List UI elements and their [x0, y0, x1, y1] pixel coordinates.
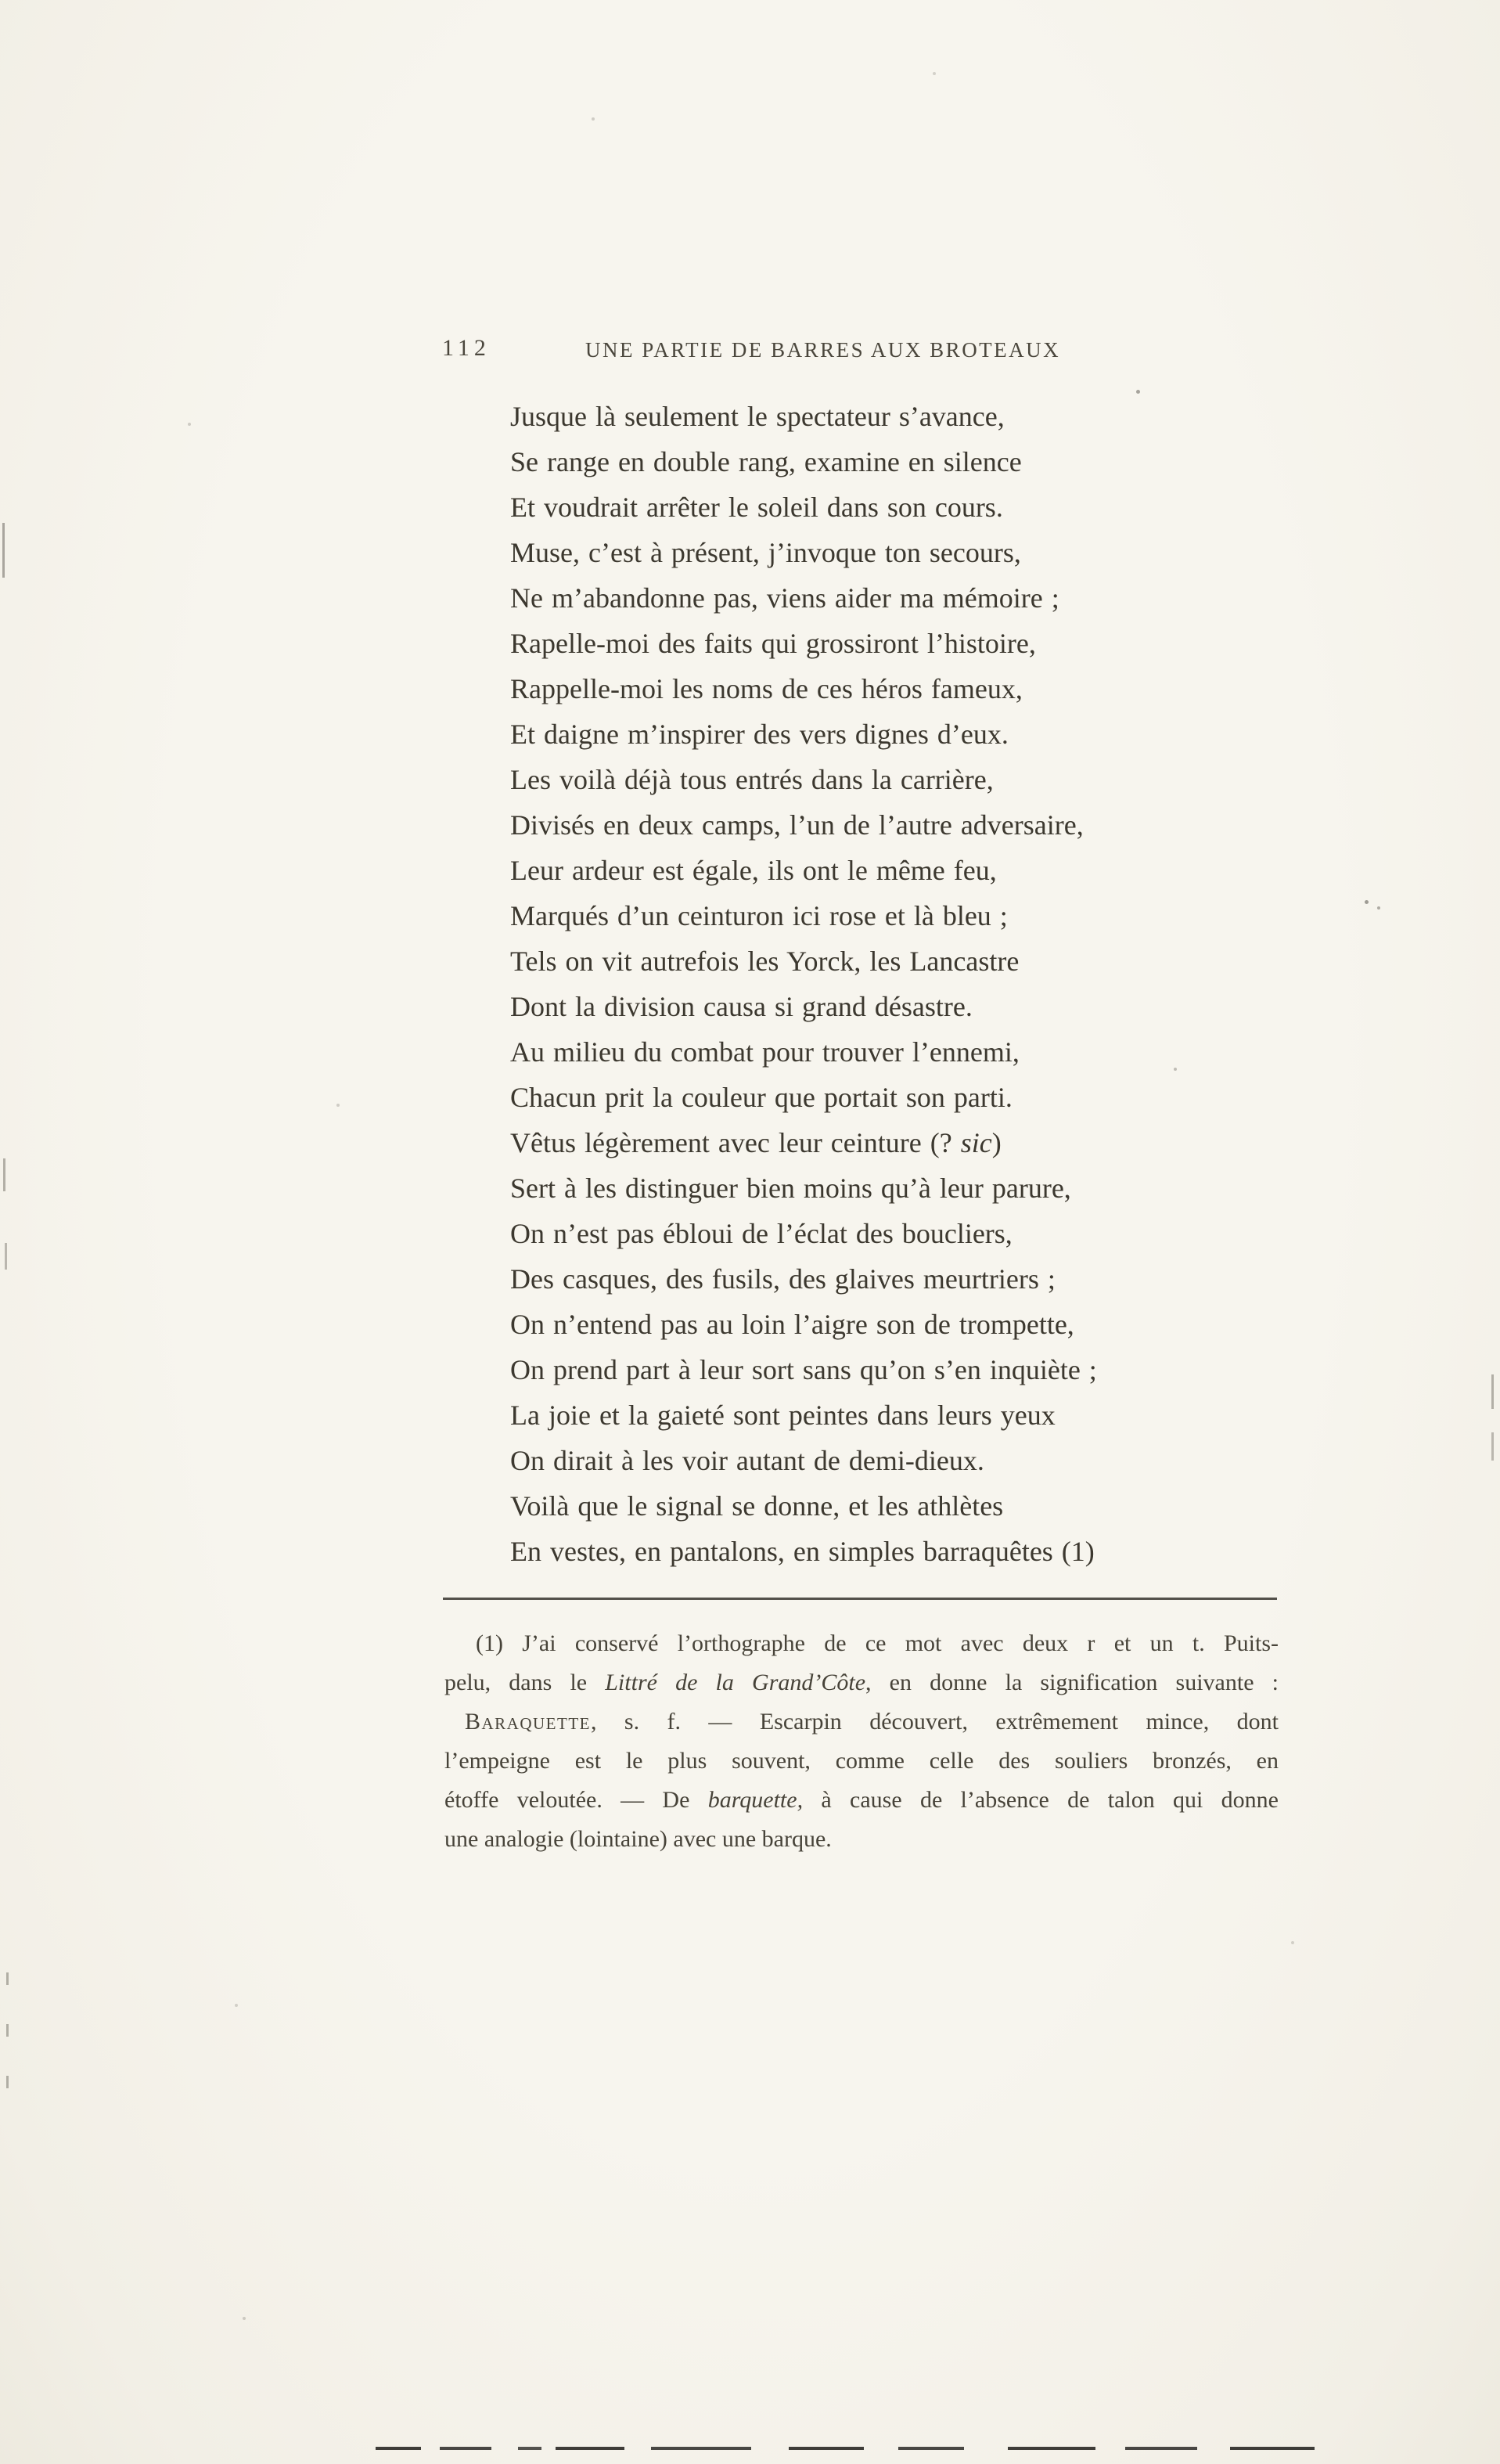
poem-line: Les voilà déjà tous entrés dans la carrière, [510, 764, 994, 795]
scan-speck [933, 72, 936, 75]
poem-line: Sert à les distinguer bien moins qu’à leur parure, [510, 1173, 1071, 1204]
poem-line: Chacun prit la couleur que portait son parti. [510, 1082, 1013, 1113]
scan-artifact [440, 2447, 491, 2450]
poem-line: Et daigne m’inspirer des vers dignes d’eux. [510, 719, 1009, 750]
footnote-separator [443, 1598, 1277, 1600]
poem-line [510, 1120, 1097, 1165]
poem-line: Au milieu du combat pour trouver l’ennemi, [510, 1036, 1020, 1068]
scan-artifact [2, 523, 5, 578]
smallcaps-segment: Baraquette [465, 1709, 591, 1735]
footnote-line [444, 1781, 1279, 1820]
poem-line: On n’est pas ébloui de l’éclat des boucliers, [510, 1218, 1013, 1249]
scan-artifact [556, 2447, 624, 2450]
footnote-segment: , s. f. — Escarpin découvert, extrêmement mince, dont [591, 1709, 1279, 1735]
scan-speck [1291, 1941, 1294, 1944]
footnote-segment: pelu, dans le [444, 1670, 606, 1695]
scan-speck [243, 2317, 246, 2320]
scan-artifact [789, 2447, 864, 2450]
scan-speck [336, 1104, 340, 1107]
poem-line: Et voudrait arrêter le soleil dans son cours. [510, 492, 1003, 523]
italic-segment: Littré de la Grand’Côte [605, 1670, 866, 1695]
poem-line: On prend part à leur sort sans qu’on s’en inquiète ; [510, 1354, 1097, 1385]
scan-artifact [6, 2024, 9, 2037]
page-number: 112 [442, 335, 491, 361]
scan-speck [592, 117, 595, 121]
poem-line: Muse, c’est à présent, j’invoque ton secours, [510, 537, 1021, 568]
footnote [444, 1624, 1279, 1859]
poem-line: Dont la division causa si grand désastre. [510, 991, 973, 1022]
poem-line: Leur ardeur est égale, ils ont le même feu, [510, 855, 997, 886]
footnote-segment: étoffe veloutée. — De [444, 1787, 708, 1813]
scan-speck [1365, 900, 1369, 904]
poem-line: On n’entend pas au loin l’aigre son de trompette, [510, 1309, 1074, 1340]
poem-line: Voilà que le signal se donne, et les athlètes [510, 1490, 1004, 1522]
poem-line: En vestes, en pantalons, en simples barraquêtes (1) [510, 1536, 1095, 1567]
footnote-line [444, 1663, 1279, 1702]
scan-artifact [376, 2447, 421, 2450]
poem-line: Des casques, des fusils, des glaives meurtriers ; [510, 1263, 1056, 1295]
scan-speck [188, 423, 191, 426]
scan-artifact [1491, 1432, 1494, 1461]
footnote-line [444, 1702, 1279, 1742]
scan-artifact [6, 2076, 9, 2088]
poem-line: La joie et la gaieté sont peintes dans leurs yeux [510, 1400, 1056, 1431]
poem-line: Rapelle-moi des faits qui grossiront l’histoire, [510, 628, 1036, 659]
poem-line: Divisés en deux camps, l’un de l’autre adversaire, [510, 809, 1084, 841]
scan-artifact [3, 1158, 5, 1191]
poem-line: Tels on vit autrefois les Yorck, les Lancastre [510, 946, 1020, 977]
poem-line: Marqués d’un ceinturon ici rose et là bleu ; [510, 900, 1008, 931]
running-header-title: UNE PARTIE DE BARRES AUX BROTEAUX [585, 338, 1061, 362]
italic-segment: sic [960, 1127, 992, 1158]
scan-artifact [1008, 2447, 1095, 2450]
footnote-segment: à cause de l’absence de talon qui donne [803, 1787, 1279, 1813]
scan-artifact [5, 1243, 7, 1270]
scan-artifact [1491, 1374, 1494, 1409]
poem-line: Ne m’abandonne pas, viens aider ma mémoire ; [510, 582, 1059, 614]
poem-line-segment: ) [991, 1127, 1002, 1158]
poem [510, 394, 1097, 1574]
scan-artifact [651, 2447, 751, 2450]
scan-artifact [898, 2447, 964, 2450]
scan-speck [1174, 1068, 1177, 1071]
poem-line: Jusque là seulement le spectateur s’avance, [510, 401, 1005, 432]
scan-artifact [1230, 2447, 1315, 2450]
scan-speck [235, 2004, 238, 2007]
footnote-segment: , en donne la signification suivante : [865, 1670, 1279, 1695]
poem-line: Rappelle-moi les noms de ces héros fameux, [510, 673, 1023, 704]
italic-segment: barquette, [707, 1787, 804, 1813]
footnote-line: (1) J’ai conservé l’orthographe de ce mot avec deux r et un t. Puits- [476, 1630, 1279, 1656]
poem-line: On dirait à les voir autant de demi-dieux. [510, 1445, 984, 1476]
poem-line: Se range en double rang, examine en silence [510, 446, 1022, 477]
scan-speck [1136, 390, 1140, 394]
poem-line-segment: Vêtus légèrement avec leur ceinture (? [510, 1127, 961, 1158]
footnote-line: l’empeigne est le plus souvent, comme celle des souliers bronzés, en [444, 1748, 1279, 1774]
scan-artifact [518, 2447, 541, 2450]
scan-artifact [6, 1972, 9, 1985]
footnote-line: une analogie (lointaine) avec une barque. [444, 1826, 832, 1852]
scan-artifact [1125, 2447, 1197, 2450]
scan-speck [1377, 906, 1380, 910]
